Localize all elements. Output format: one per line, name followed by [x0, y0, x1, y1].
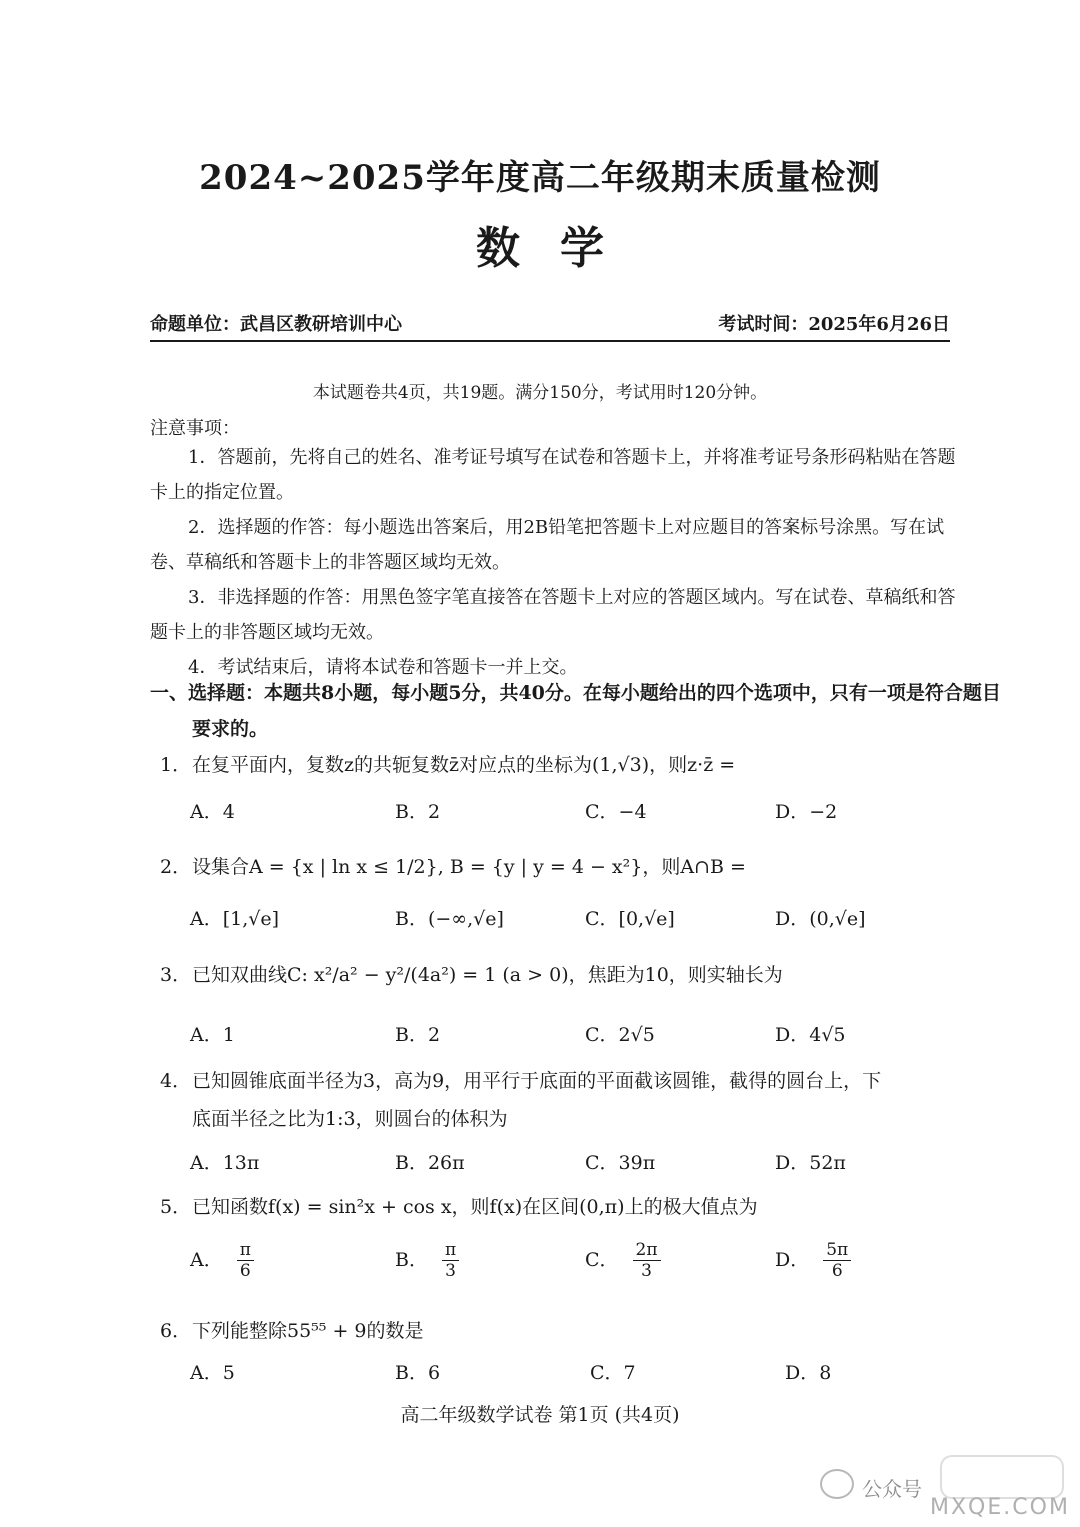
option-d [775, 1240, 851, 1281]
option-d: D．−2 [775, 801, 838, 823]
option-b: B．26π [395, 1152, 465, 1174]
option-b: B．(−∞,√e] [395, 908, 504, 930]
fraction [633, 1240, 661, 1281]
option-a: A．1 [190, 1024, 235, 1046]
option-c: C．[0,√e] [585, 908, 675, 930]
option-label: A． [190, 1248, 223, 1271]
watermark [820, 1455, 1080, 1527]
option-a: A．4 [190, 801, 235, 823]
exam-meta [150, 310, 950, 342]
notes-heading: 注意事项： [150, 418, 240, 439]
numerator: π [442, 1240, 459, 1261]
question-6 [160, 1316, 960, 1343]
denominator: 3 [445, 1261, 456, 1281]
fraction [823, 1240, 851, 1281]
option-b: B．2 [395, 801, 441, 823]
option-b: B．2 [395, 1024, 441, 1046]
exam-title: 2024~2025学年度高二年级期末质量检测 [199, 158, 881, 198]
fraction [237, 1240, 254, 1281]
numerator: 2π [633, 1240, 661, 1261]
subject-title: 数学 [476, 223, 644, 274]
question-text-continued: 底面半径之比为1:3，则圆台的体积为 [192, 1108, 508, 1130]
watermark-gzh: 公众号 [862, 1477, 922, 1501]
question-text: 已知函数f(x) = sin²x + cos x，则f(x)在区间(0,π)上的极大值点为 [192, 1196, 758, 1218]
question-3 [160, 960, 960, 987]
option-d: D．8 [785, 1362, 832, 1384]
note-item: 2．选择题的作答：每小题选出答案后，用2B铅笔把答题卡上对应题目的答案标号涂黑。写在试卷、草稿纸和答题卡上的非答题区域均无效。 [150, 517, 945, 573]
question-text: 下列能整除55⁵⁵ + 9的数是 [192, 1320, 424, 1342]
option-c [585, 1240, 661, 1281]
question-number: 1． [160, 754, 192, 776]
question-text: 设集合A = {x | ln x ≤ 1/2}, B = {y | y = 4 − x²}，则A∩B = [192, 856, 746, 878]
option-a: A．13π [190, 1152, 260, 1174]
section-heading: 一、选择题：本题共8小题，每小题5分，共40分。在每小题给出的四个选项中，只有一项是符合题目要求的。 [150, 682, 1001, 740]
option-b [395, 1240, 459, 1281]
issuer: 命题单位：武昌区教研培训中心 [150, 314, 402, 335]
watermark-site: MXQE.COM [930, 1495, 1070, 1520]
numerator: π [237, 1240, 254, 1261]
notes-list [150, 440, 965, 685]
option-label: B． [395, 1248, 428, 1271]
stamp-icon [940, 1455, 1064, 1499]
question-1 [160, 750, 960, 777]
option-label: D． [775, 1248, 810, 1271]
question-number: 6． [160, 1320, 192, 1342]
question-number: 3． [160, 964, 192, 986]
question-text: 已知双曲线C: x²/a² − y²/(4a²) = 1 (a > 0)，焦距为10，则实轴长为 [192, 964, 783, 986]
question-4 [160, 1066, 960, 1093]
option-a: A．[1,√e] [190, 908, 280, 930]
option-d: D．4√5 [775, 1024, 846, 1046]
question-text: 已知圆锥底面半径为3，高为9，用平行于底面的平面截该圆锥，截得的圆台上，下 [192, 1070, 882, 1092]
note-item: 3．非选择题的作答：用黑色签字笔直接答在答题卡上对应的答题区域内。写在试卷、草稿纸和答题卡上的非答题区域均无效。 [150, 587, 956, 643]
question-number: 2． [160, 856, 192, 878]
option-d: D．52π [775, 1152, 846, 1174]
wechat-icon [820, 1469, 854, 1499]
option-c: C．2√5 [585, 1024, 655, 1046]
option-c: C．39π [585, 1152, 656, 1174]
question-number: 5． [160, 1196, 192, 1218]
denominator: 6 [239, 1261, 251, 1281]
option-a [190, 1240, 254, 1281]
fraction [442, 1240, 459, 1281]
exam-time: 考试时间：2025年6月26日 [718, 314, 950, 335]
question-2 [160, 852, 960, 879]
question-4-continued [160, 1104, 960, 1131]
exam-intro: 本试题卷共4页，共19题。满分150分，考试用时120分钟。 [312, 383, 768, 403]
denominator: 6 [831, 1261, 843, 1281]
option-d: D．(0,√e] [775, 908, 866, 930]
option-a: A．5 [190, 1362, 235, 1384]
page-footer: 高二年级数学试卷 第1页 (共4页) [400, 1404, 680, 1426]
option-c: C．7 [590, 1362, 636, 1384]
question-5 [160, 1192, 960, 1219]
note-item: 1．答题前，先将自己的姓名、准考证号填写在试卷和答题卡上，并将准考证号条形码粘贴在答题卡上的指定位置。 [150, 447, 956, 503]
option-c: C．−4 [585, 801, 647, 823]
note-item: 4．考试结束后，请将本试卷和答题卡一并上交。 [188, 657, 578, 678]
question-number: 4． [160, 1070, 192, 1092]
question-text: 在复平面内，复数z的共轭复数z̄对应点的坐标为(1,√3)，则z·z̄ = [192, 754, 736, 776]
option-b: B．6 [395, 1362, 441, 1384]
numerator: 5π [823, 1240, 851, 1261]
option-label: C． [585, 1248, 619, 1271]
denominator: 3 [641, 1261, 652, 1281]
